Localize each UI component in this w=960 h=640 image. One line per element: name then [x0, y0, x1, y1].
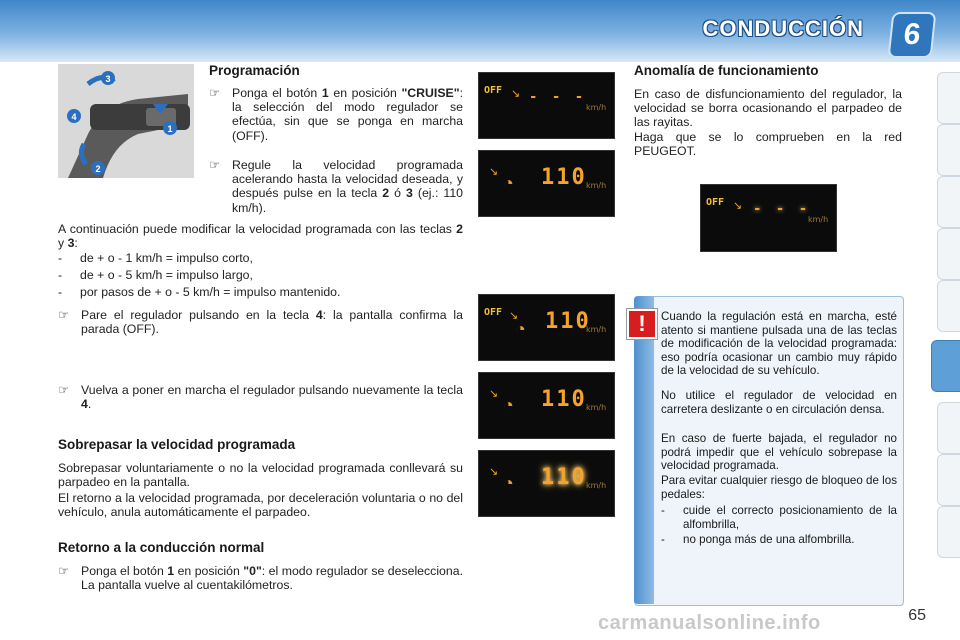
cruise-icon: ↘ — [489, 388, 499, 400]
chapter-title: CONDUCCIÓN — [702, 16, 864, 41]
anomalia-title: Anomalía de funcionamiento — [634, 63, 819, 78]
display-off-dashes: OFF ↘ - - - km/h — [478, 72, 615, 139]
warning-text-2: No utilice el regulador de velocidad en carretera deslizante o en circulación densa. — [661, 389, 897, 416]
lever-label-2: 2 — [95, 164, 101, 174]
sobrepasar-text-2: El retorno a la velocidad programada, por deceleración voluntaria o no del vehículo, anula automáticamente el parpadeo. — [58, 491, 463, 520]
display-anomaly: OFF ↘ - - - km/h — [700, 184, 837, 252]
anomalia-text-1: En caso de disfuncionamiento del regulador, la velocidad se borra ocasionando el parpadeo de las rayitas. — [634, 87, 902, 130]
programacion-intro: A continuación puede modificar la velocidad programada con las teclas 2 y 3: — [58, 222, 463, 251]
dash-item: - de + o - 5 km/h = impulso largo, — [58, 268, 253, 282]
pointing-hand-icon: ☞ — [58, 308, 70, 322]
side-tab[interactable] — [937, 506, 960, 558]
cruise-icon: ↘ — [489, 166, 499, 178]
cruise-icon: ↘ — [509, 310, 519, 322]
warning-exclamation-icon: ! — [627, 309, 657, 339]
speedometer-icon: ◔ — [503, 395, 514, 415]
warning-box-bar — [634, 296, 654, 604]
side-tab[interactable] — [937, 402, 960, 454]
pointing-hand-icon: ☞ — [209, 86, 221, 100]
warning-dash-1: - cuide el correcto posicionamiento de la alfombrilla, — [661, 504, 897, 531]
lever-label-1: 1 — [167, 124, 173, 134]
cruise-lever-illustration — [58, 64, 194, 178]
sobrepasar-text-1: Sobrepasar voluntariamente o no la velocidad programada conllevará su parpadeo en la pantalla. — [58, 461, 463, 490]
retorno-title: Retorno a la conducción normal — [58, 540, 265, 555]
display-speed: ↘ ◔ 110 km/h — [478, 150, 615, 217]
anomalia-text-2: Haga que se lo comprueben en la red PEUGEOT. — [634, 130, 902, 159]
side-tab[interactable] — [937, 280, 960, 332]
sobrepasar-title: Sobrepasar la velocidad programada — [58, 437, 296, 452]
speedometer-icon: ◔ — [515, 319, 526, 339]
side-tab-strip — [932, 62, 960, 572]
cruise-icon: ↘ — [489, 466, 499, 478]
cruise-icon: ↘ — [733, 200, 743, 212]
side-tab[interactable] — [937, 124, 960, 176]
programacion-step-1: ☞ Ponga el botón 1 en posición "CRUISE": la selección del modo regulador se efectúa, sin que se ponga en marcha (OFF). — [209, 86, 463, 143]
programacion-title: Programación — [209, 63, 300, 78]
side-tab[interactable] — [937, 176, 960, 228]
programacion-step-stop: ☞ Pare el regulador pulsando en la tecla 4: la pantalla confirma la parada (OFF). — [58, 308, 463, 337]
chapter-number-badge: 6 — [888, 12, 937, 58]
lever-label-4: 4 — [71, 112, 77, 122]
side-tab-active-chapter[interactable] — [931, 340, 960, 392]
pointing-hand-icon: ☞ — [58, 564, 70, 578]
programacion-step-restart: ☞ Vuelva a poner en marcha el regulador pulsando nuevamente la tecla 4. — [58, 383, 463, 412]
side-tab[interactable] — [937, 228, 960, 280]
warning-text-3: En caso de fuerte bajada, el regulador no podrá impedir que el vehículo sobrepase la velocidad programada. — [661, 432, 897, 473]
display-off-speed: OFF ↘ ◔ 110 km/h — [478, 294, 615, 361]
display-speed-restart: ↘ ◔ 110 km/h — [478, 372, 615, 439]
pointing-hand-icon: ☞ — [58, 383, 70, 397]
programacion-step-2: ☞ Regule la velocidad programada acelerando hasta la velocidad deseada, y después pulse en la tecla 2 ó 3 (ej.: 110 km/h). — [209, 158, 463, 215]
retorno-step: ☞ Ponga el botón 1 en posición "0": el modo regulador se deselecciona. La pantalla vuelve al cuentakilómetros. — [58, 564, 463, 593]
side-tab[interactable] — [937, 454, 960, 506]
pointing-hand-icon: ☞ — [209, 158, 221, 172]
page-number: 65 — [908, 607, 926, 624]
watermark: carmanualsonline.info — [598, 612, 821, 634]
warning-dash-2: - no ponga más de una alfombrilla. — [661, 533, 855, 546]
dash-item: - de + o - 1 km/h = impulso corto, — [58, 251, 253, 265]
lever-label-3: 3 — [105, 74, 111, 84]
cruise-icon: ↘ — [511, 88, 521, 100]
display-speed-flashing: ↘ ◔ 110 km/h — [478, 450, 615, 517]
warning-text-4: Para evitar cualquier riesgo de bloqueo de los pedales: — [661, 474, 897, 501]
warning-text-1: Cuando la regulación está en marcha, esté atento si mantiene pulsada una de las teclas de modificación de la velocidad programada: eso podría ocasionar un cambio muy rápido de la velocidad de su vehículo. — [661, 310, 897, 378]
speedometer-icon: ◔ — [503, 473, 514, 493]
dash-item: - por pasos de + o - 5 km/h = impulso mantenido. — [58, 285, 341, 299]
side-tab[interactable] — [937, 72, 960, 124]
speedometer-icon: ◔ — [503, 173, 514, 193]
